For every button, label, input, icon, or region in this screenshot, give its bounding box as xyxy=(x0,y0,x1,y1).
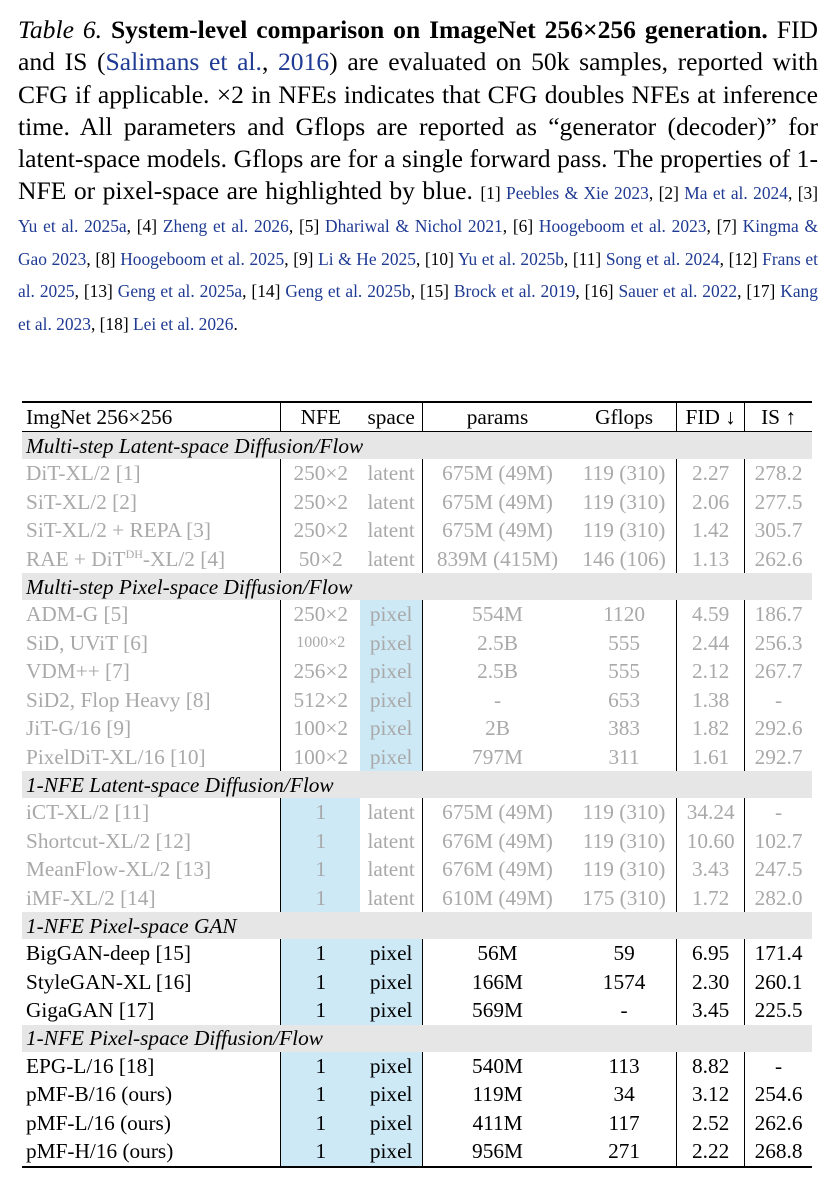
cell-nfe: 50×2 xyxy=(281,545,361,574)
cell-name: ADM-G [5] xyxy=(26,602,129,627)
section-title: Multi-step Pixel-space Diffusion/Flow xyxy=(22,573,812,600)
cell-params: 2B xyxy=(423,714,572,743)
cell-nfe: 1 xyxy=(281,968,361,997)
cell-fid: 1.61 xyxy=(677,743,745,772)
cell-name: pMF-H/16 (ours) xyxy=(22,1137,281,1167)
table-row xyxy=(22,516,812,545)
cell-is: 305.7 xyxy=(745,516,812,545)
cell-gflops: - xyxy=(620,998,628,1023)
cell-space: pixel xyxy=(360,686,422,715)
cell-gflops: 119 (310) xyxy=(582,518,666,543)
cell-is: 267.7 xyxy=(745,657,812,686)
cell-gflops: 1120 xyxy=(603,602,645,627)
cell-is: - xyxy=(745,1052,812,1081)
cell-gflops: 653 xyxy=(608,687,641,712)
cell-gflops: 34 xyxy=(613,1082,635,1107)
table-row xyxy=(22,798,812,827)
cell-params: 797M xyxy=(423,743,572,772)
reference-link[interactable]: Peebles & Xie 2023 xyxy=(506,183,649,204)
cell-name: BigGAN-deep [15] xyxy=(26,941,192,966)
cell-params: 676M (49M) xyxy=(423,855,572,884)
cell-gflops: 59 xyxy=(613,941,635,966)
section-header-row xyxy=(22,1025,812,1052)
cell-is: 262.6 xyxy=(745,1109,812,1138)
cell-space: pixel xyxy=(360,1052,422,1081)
table-row xyxy=(22,743,812,772)
table-row xyxy=(22,600,812,629)
cell-is: - xyxy=(745,798,812,827)
reference-number: [3] xyxy=(797,183,818,204)
cell-gflops: 555 xyxy=(608,630,641,655)
cell-space: pixel xyxy=(360,1080,422,1109)
cell-is: 277.5 xyxy=(745,488,812,517)
section-header-row xyxy=(22,771,812,798)
cell-params: 2.5B xyxy=(423,657,572,686)
cell-fid: 2.12 xyxy=(677,657,745,686)
table-row xyxy=(22,827,812,856)
section-title: 1-NFE Latent-space Diffusion/Flow xyxy=(22,771,812,798)
cell-is: 186.7 xyxy=(745,600,812,629)
cell-gflops: 146 (106) xyxy=(582,546,666,571)
cell-params: 2.5B xyxy=(423,629,572,658)
section-header-row xyxy=(22,432,812,460)
cell-fid: 2.30 xyxy=(677,968,745,997)
table-row xyxy=(22,545,812,574)
citation-link[interactable]: Salimans et al. xyxy=(105,47,262,77)
cell-params: 569M xyxy=(423,996,572,1025)
cell-is: - xyxy=(745,686,812,715)
table-row xyxy=(22,714,812,743)
cell-params: - xyxy=(423,686,572,715)
header-space: space xyxy=(360,402,422,432)
table-row xyxy=(22,1137,812,1167)
cell-gflops: 119 (310) xyxy=(582,800,666,825)
cell-params: 554M xyxy=(423,600,572,629)
section-title: Multi-step Latent-space Diffusion/Flow xyxy=(22,432,812,460)
cell-gflops: 119 (310) xyxy=(582,461,666,486)
cell-nfe: 100×2 xyxy=(281,743,361,772)
cell-space: pixel xyxy=(360,939,422,968)
table-row xyxy=(22,1109,812,1138)
comparison-table xyxy=(22,401,812,1168)
table-row xyxy=(22,657,812,686)
cell-nfe: 512×2 xyxy=(281,686,361,715)
table-row xyxy=(22,855,812,884)
reference-link[interactable]: Yu et al. 2025a xyxy=(18,216,127,237)
cell-params: 540M xyxy=(423,1052,572,1081)
cell-name: VDM++ [7] xyxy=(26,659,130,684)
reference-number: [10] xyxy=(424,248,454,269)
cell-name: pMF-B/16 (ours) xyxy=(26,1082,173,1107)
cell-name: MeanFlow-XL/2 [13] xyxy=(26,857,212,882)
cell-is: 282.0 xyxy=(745,884,812,913)
header-nfe: NFE xyxy=(281,402,361,432)
reference-number: [7] xyxy=(716,216,737,237)
reference-number: [16] xyxy=(584,281,614,302)
table-row xyxy=(22,968,812,997)
cell-nfe: 1 xyxy=(281,1052,361,1081)
cell-gflops: 119 (310) xyxy=(582,857,666,882)
cell-params: 675M (49M) xyxy=(423,459,572,488)
cell-name-part: -XL/2 [4] xyxy=(142,546,226,571)
cell-gflops: 383 xyxy=(608,716,641,741)
cell-params: 166M xyxy=(423,968,572,997)
reference-number: [6] xyxy=(512,216,534,237)
header-is: IS ↑ xyxy=(745,402,812,432)
cell-fid: 2.06 xyxy=(677,488,745,517)
cell-fid: 1.82 xyxy=(677,714,745,743)
cell-space: latent xyxy=(367,828,415,853)
reference-link[interactable]: Brock et al. 2019 xyxy=(453,281,576,302)
reference-number: [8] xyxy=(95,248,116,269)
cell-params: 411M xyxy=(423,1109,572,1138)
cell-nfe: 1 xyxy=(281,855,361,884)
cell-is: 256.3 xyxy=(745,629,812,658)
cell-gflops: 119 (310) xyxy=(582,489,666,514)
cell-nfe: 1 xyxy=(281,1080,361,1109)
reference-number: [13] xyxy=(83,281,113,302)
header-name: ImgNet 256×256 xyxy=(22,402,281,432)
cell-name: EPG-L/16 [18] xyxy=(26,1053,155,1078)
cell-space: latent xyxy=(367,885,415,910)
table-row xyxy=(22,996,812,1025)
cell-name-part: RAE + DiT xyxy=(26,546,126,571)
reference-link[interactable]: Zheng et al. 2026 xyxy=(162,216,289,237)
table-row xyxy=(22,686,812,715)
cell-nfe: 1000×2 xyxy=(281,629,361,658)
cell-name: SiD, UViT [6] xyxy=(26,630,148,655)
section-title: 1-NFE Pixel-space Diffusion/Flow xyxy=(22,1025,812,1052)
section-header-row xyxy=(22,573,812,600)
cell-space: latent xyxy=(367,461,415,486)
reference-number: [5] xyxy=(298,216,320,237)
reference-link[interactable]: Li & He 2025 xyxy=(318,248,416,269)
cell-space: pixel xyxy=(360,996,422,1025)
reference-number: [4] xyxy=(136,216,158,237)
cell-fid: 4.59 xyxy=(677,600,745,629)
reference-link[interactable]: Sauer et al. 2022 xyxy=(618,281,738,302)
cell-name: Shortcut-XL/2 [12] xyxy=(26,828,192,853)
cell-fid: 8.82 xyxy=(677,1052,745,1081)
reference-link[interactable]: Lei et al. 2026 xyxy=(132,313,234,334)
cell-gflops: 119 (310) xyxy=(582,828,666,853)
table-caption xyxy=(18,14,818,338)
cell-is: 225.5 xyxy=(745,996,812,1025)
reference-number: [18] xyxy=(99,313,129,334)
reference-link[interactable]: Geng et al. 2025b xyxy=(285,281,411,302)
cell-name: iCT-XL/2 [11] xyxy=(26,800,150,825)
cell-fid: 6.95 xyxy=(677,939,745,968)
reference-list: [1] Peebles & Xie 2023, [2] Ma et al. 2024, [3] Yu et al. 2025a, [4] Zheng et al. 2026, [5] Dhariwal & Nichol 2021, [6] Hoogeboom et al. 2023, [7] Kingma & Gao 2023, [8] Hoogeboom et al. 2025, [9] Li & He 2025, [10] Yu et al. 2025b, [11] Song et al. 2024, [12] Frans et al. 2025, [13] Geng et al. 2025a, [14] Geng et al. 2025b, [15] Brock et al. 2019, [16] Sauer et al. 2022, [17] Kang et al. 2023, [18] Lei et al. 2026. xyxy=(18,183,819,334)
caption-text-1: FID and IS ( xyxy=(18,15,818,77)
section-header-row xyxy=(22,912,812,939)
table-row xyxy=(22,884,812,913)
cell-space: pixel xyxy=(360,629,422,658)
caption-label: Table 6. xyxy=(18,15,103,44)
cell-name: JiT-G/16 [9] xyxy=(26,716,132,741)
cell-gflops: 113 xyxy=(608,1053,640,1078)
cell-fid: 2.44 xyxy=(677,629,745,658)
reference-number: [11] xyxy=(572,248,602,269)
table-body xyxy=(22,432,812,1167)
citation-year-link[interactable]: 2016 xyxy=(277,47,330,77)
reference-number: [14] xyxy=(251,281,281,302)
cell-name: SiD2, Flop Heavy [8] xyxy=(26,687,211,712)
caption-text-2: ) are evaluated on 50k samples, reported with CFG if applicable. ×2 in NFEs indicates that CFG doubles NFEs at inference time. All parameters and Gflops are reported as “generator (decoder)” for latent-space models. Gflops are for a single forward pass. The properties of 1-NFE or pixel-space are highlighted by blue. xyxy=(18,47,819,206)
reference-number: [9] xyxy=(293,248,314,269)
cell-params: 675M (49M) xyxy=(423,488,572,517)
cell-nfe: 1 xyxy=(281,798,361,827)
caption-title: System-level comparison on ImageNet 256×256 generation. xyxy=(110,15,768,44)
cell-nfe: 1 xyxy=(281,1109,361,1138)
reference-link[interactable]: Hoogeboom et al. 2023 xyxy=(538,216,707,237)
cell-fid: 1.42 xyxy=(677,516,745,545)
citation-separator: , xyxy=(261,47,278,77)
cell-name: PixelDiT-XL/16 [10] xyxy=(26,744,206,769)
cell-name: iMF-XL/2 [14] xyxy=(26,885,156,910)
cell-fid: 34.24 xyxy=(677,798,745,827)
cell-nfe: 1 xyxy=(281,884,361,913)
cell-space: pixel xyxy=(360,968,422,997)
cell-space: latent xyxy=(367,800,415,825)
header-fid: FID ↓ xyxy=(677,402,745,432)
header-params: params xyxy=(423,402,572,432)
cell-nfe: 250×2 xyxy=(281,516,361,545)
cell-name: SiT-XL/2 [2] xyxy=(26,489,138,514)
table-row xyxy=(22,1080,812,1109)
cell-space: latent xyxy=(367,518,415,543)
cell-is: 254.6 xyxy=(745,1080,812,1109)
cell-is: 278.2 xyxy=(745,459,812,488)
cell-is: 260.1 xyxy=(745,968,812,997)
table-row xyxy=(22,939,812,968)
reference-link[interactable]: Song et al. 2024 xyxy=(605,248,720,269)
cell-fid: 2.52 xyxy=(677,1109,745,1138)
cell-name: StyleGAN-XL [16] xyxy=(26,969,192,994)
cell-gflops: 311 xyxy=(608,744,640,769)
table-header-row xyxy=(22,402,812,432)
cell-space: pixel xyxy=(360,714,422,743)
reference-number: [2] xyxy=(658,183,679,204)
reference-link[interactable]: Hoogeboom et al. 2025 xyxy=(120,248,285,269)
cell-params: 839M (415M) xyxy=(423,545,572,574)
cell-is: 102.7 xyxy=(745,827,812,856)
caption-text xyxy=(18,14,818,338)
cell-fid: 1.72 xyxy=(677,884,745,913)
reference-number: [17] xyxy=(746,281,776,302)
cell-fid: 2.27 xyxy=(677,459,745,488)
cell-nfe: 250×2 xyxy=(281,459,361,488)
table-row xyxy=(22,1052,812,1081)
header-gflops: Gflops xyxy=(572,402,677,432)
cell-params: 610M (49M) xyxy=(423,884,572,913)
reference-link[interactable]: Kang et al. 2023 xyxy=(18,281,818,334)
table-row xyxy=(22,629,812,658)
cell-nfe: 100×2 xyxy=(281,714,361,743)
reference-number: [12] xyxy=(728,248,758,269)
cell-is: 247.5 xyxy=(745,855,812,884)
cell-name: GigaGAN [17] xyxy=(26,998,155,1023)
cell-params: 119M xyxy=(423,1080,572,1109)
cell-fid: 3.45 xyxy=(677,996,745,1025)
cell-is: 292.7 xyxy=(745,743,812,772)
cell-space: latent xyxy=(367,489,415,514)
reference-link[interactable]: Kingma & Gao 2023 xyxy=(18,216,819,269)
cell-name xyxy=(22,545,281,574)
cell-space: pixel xyxy=(360,1109,422,1138)
cell-nfe: 1 xyxy=(281,939,361,968)
cell-nfe: 1 xyxy=(281,1137,361,1167)
cell-is: 292.6 xyxy=(745,714,812,743)
cell-space: pixel xyxy=(360,1137,422,1167)
reference-link[interactable]: Geng et al. 2025a xyxy=(117,281,243,302)
cell-params: 676M (49M) xyxy=(423,827,572,856)
cell-fid: 1.13 xyxy=(677,545,745,574)
cell-nfe: 256×2 xyxy=(281,657,361,686)
cell-fid: 3.43 xyxy=(677,855,745,884)
cell-fid: 3.12 xyxy=(677,1080,745,1109)
cell-nfe: 1 xyxy=(281,996,361,1025)
cell-space: pixel xyxy=(360,600,422,629)
cell-params: 956M xyxy=(423,1137,572,1167)
cell-fid: 2.22 xyxy=(677,1137,745,1167)
cell-is: 171.4 xyxy=(745,939,812,968)
cell-gflops: 175 (310) xyxy=(582,885,666,910)
cell-name: SiT-XL/2 + REPA [3] xyxy=(26,518,211,543)
cell-fid: 10.60 xyxy=(677,827,745,856)
reference-link[interactable]: Ma et al. 2024 xyxy=(684,183,788,204)
cell-gflops: 1574 xyxy=(602,969,646,994)
cell-name: DiT-XL/2 [1] xyxy=(26,461,141,486)
reference-link[interactable]: Yu et al. 2025b xyxy=(457,248,564,269)
cell-space: latent xyxy=(367,546,415,571)
cell-name-superscript: DH xyxy=(125,546,143,561)
cell-gflops: 555 xyxy=(608,659,641,684)
cell-gflops: 271 xyxy=(572,1137,677,1167)
cell-params: 675M (49M) xyxy=(423,516,572,545)
cell-params: 675M (49M) xyxy=(423,798,572,827)
cell-nfe: 1 xyxy=(281,827,361,856)
cell-is: 262.6 xyxy=(745,545,812,574)
reference-link[interactable]: Frans et al. 2025 xyxy=(18,248,818,302)
cell-space: latent xyxy=(367,857,415,882)
section-title: 1-NFE Pixel-space GAN xyxy=(22,912,812,939)
cell-nfe: 250×2 xyxy=(281,488,361,517)
cell-nfe: 250×2 xyxy=(281,600,361,629)
cell-space: pixel xyxy=(360,657,422,686)
cell-name: pMF-L/16 (ours) xyxy=(26,1110,171,1135)
reference-number: [15] xyxy=(419,281,449,302)
cell-is: 268.8 xyxy=(745,1137,812,1167)
reference-number: [1] xyxy=(480,183,501,204)
cell-space: pixel xyxy=(360,743,422,772)
cell-params: 56M xyxy=(423,939,572,968)
reference-link[interactable]: Dhariwal & Nichol 2021 xyxy=(325,216,503,237)
cell-fid: 1.38 xyxy=(677,686,745,715)
table-row xyxy=(22,488,812,517)
table-row xyxy=(22,459,812,488)
cell-gflops: 117 xyxy=(608,1110,640,1135)
